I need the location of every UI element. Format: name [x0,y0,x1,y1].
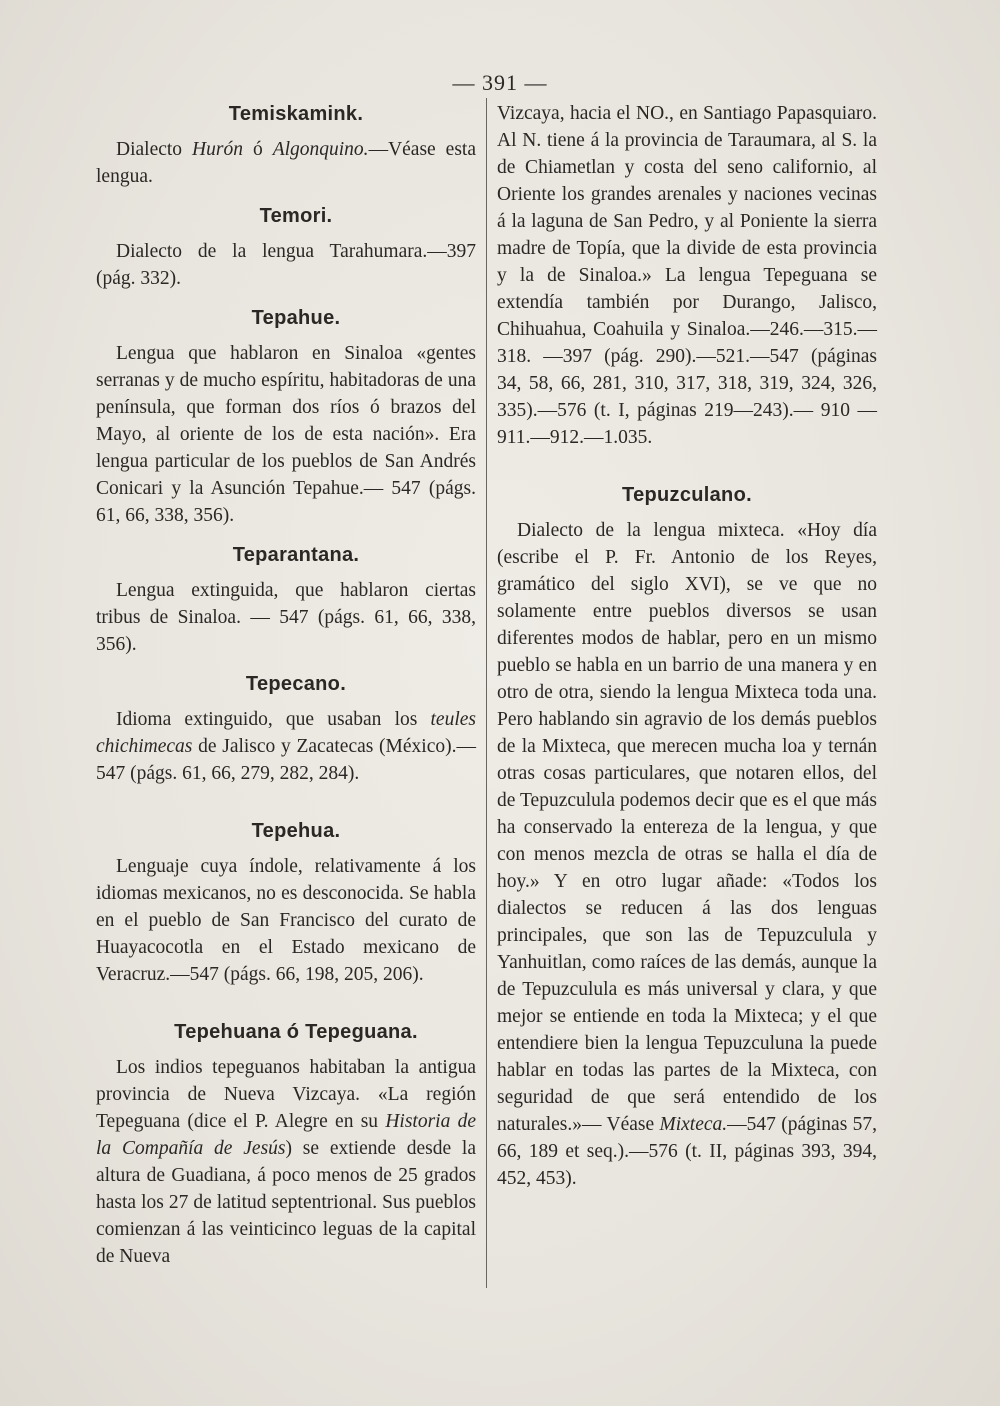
entry-tepehuana [96,1018,476,1270]
entry-temori [96,202,476,292]
entry-heading: Temiskamink. [228,103,364,125]
entry-temiskamink [96,100,476,190]
entry-heading: Tepuzculano. [622,484,752,506]
entry-heading: Teparantana. [232,544,360,566]
entry-text: Lenguaje cuya índole, relativamente á los idiomas mexicanos, no es desconocida. Se habla en el pueblo de San Francisco del curato de Huayacocotla en el Estado mexicano de Veracruz.—547 (págs. 66, 198, 205, 206). [96,856,476,985]
right-column [497,100,877,1192]
entry-text: Dialecto de la lengua mixteca. «Hoy día (escribe el P. Fr. Antonio de los Reyes, gramático del siglo XVI), se ve que no solamente entre pueblos diversos se usan diferentes modos de hablar, pero en un mismo pueblo se habla en un barrio de una manera y en otro de otra, siendo la lengua Mixteca toda una. Pero hablando sin agravio de los demás pueblos de la Mixteca, que merecen mucha loa y ternán otras cosas particulares, que notaren ellos, del de Tepuzculula podemos decir que es el que más ha conservado la entereza de la lengua, y que con menos mezcla de otras se halla el día de hoy.» Y en otro lugar añade: «Todos los dialectos se reducen á las dos lenguas principales, que son las de Tepuzculula y Yanhuitlan, como raíces de las demás, aunque la de Tepuzculula es más universal y clara, y que mejor se entiende en toda la Mixteca; y el que entendiere bien la lengua Tepuzculuna la puede hablar en todas las partes de la Mixteca, con seguridad de que será entendido de los naturales.»— Véase Mixteca.—547 (páginas 57, 66, 189 et seq.).—576 (t. II, páginas 393, 394, 452, 453). [497,520,877,1189]
left-column [96,100,476,1270]
entry-heading: Tepahue. [251,307,341,329]
page-number: — 391 — [452,70,548,95]
entry-text: Lengua que hablaron en Sinaloa «gentes serranas y de mucho espíritu, habitadoras de una península, que forman dos ríos ó brazos del Mayo, al oriente de los de esta nación». Era lengua particular de los pueblos de San Andrés Conicari y la Asunción Tepahue.— 547 (págs. 61, 66, 338, 356). [96,343,476,526]
entry-text: Lengua extinguida, que hablaron ciertas tribus de Sinaloa. — 547 (págs. 61, 66, 338, 356). [96,580,476,655]
entry-tepuzculano [497,481,877,1192]
entry-text: Los indios tepeguanos habitaban la antigua provincia de Nueva Vizcaya. «La región Tepeguana (dice el P. Alegre en su Historia de la Compañía de Jesús) se extiende desde la altura de Guadiana, á poco menos de 25 grados hasta los 27 de latitud septentrional. Sus pueblos comienzan á las veinticinco leguas de la capital de Nueva [96,1057,476,1267]
entry-tepehuana-continued [497,100,877,451]
entry-teparantana [96,541,476,658]
entry-heading: Tepehuana ó Tepeguana. [174,1021,418,1043]
entry-heading: Tepecano. [245,673,347,695]
entry-text: Vizcaya, hacia el NO., en Santiago Papasquiaro. Al N. tiene á la provincia de Taraumara, al S. la de Chiametlan y costa del seno californio, al Oriente los grandes arenales y naciones vecinas á la laguna de San Pedro, y al Poniente la sierra madre de Topía, que la divide de esta provincia y la de Sinaloa.» La lengua Tepeguana se extendía también por Durango, Jalisco, Chihuahua, Coahuila y Sinaloa.—246.—315.—318. —397 (pág. 290).—521.—547 (páginas 34, 58, 66, 281, 310, 317, 318, 319, 324, 326, 335).—576 (t. I, páginas 219—243).— 910 —911.—912.—1.035. [497,103,877,448]
entry-heading: Tepehua. [251,820,341,842]
entry-text: Dialecto Hurón ó Algonquino.—Véase esta lengua. [96,139,476,187]
column-divider [486,98,487,1288]
entry-tepehua [96,817,476,988]
entry-text: Idioma extinguido, que usaban los teules chichimecas de Jalisco y Zacatecas (México).—547 (págs. 61, 66, 279, 282, 284). [96,709,476,784]
entry-text: Dialecto de la lengua Tarahumara.—397 (pág. 332). [96,241,476,289]
entry-tepecano [96,670,476,787]
entry-tepahue [96,304,476,529]
entry-heading: Temori. [259,205,333,227]
